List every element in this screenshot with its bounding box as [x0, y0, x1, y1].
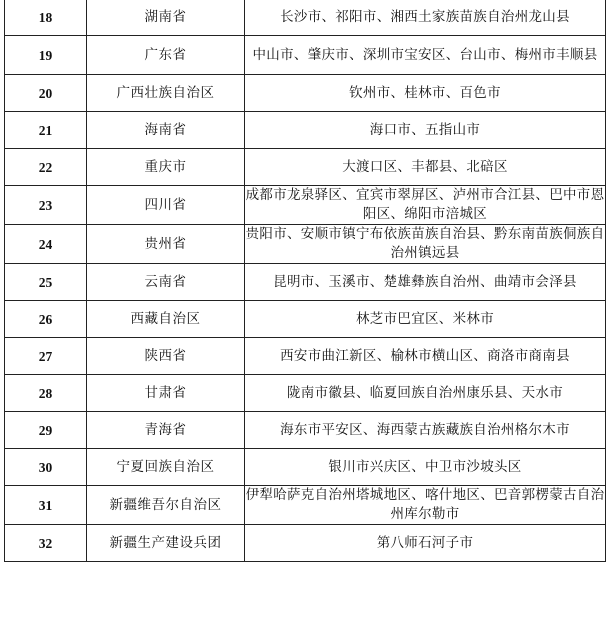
sites-cell: 中山市、肇庆市、深圳市宝安区、台山市、梅州市丰顺县	[245, 36, 606, 75]
province-cell: 甘肃省	[87, 375, 245, 412]
table-row	[5, 338, 606, 375]
table-row	[5, 412, 606, 449]
row-number: 31	[5, 486, 87, 525]
province-cell: 宁夏回族自治区	[87, 449, 245, 486]
province-cell: 陕西省	[87, 338, 245, 375]
province-cell: 海南省	[87, 112, 245, 149]
table-row	[5, 0, 606, 36]
row-number: 18	[5, 0, 87, 36]
row-number: 20	[5, 75, 87, 112]
regions-table	[4, 0, 606, 562]
sites-cell: 西安市曲江新区、榆林市横山区、商洛市商南县	[245, 338, 606, 375]
sites-cell: 长沙市、祁阳市、湘西土家族苗族自治州龙山县	[245, 0, 606, 36]
sites-cell: 伊犁哈萨克自治州塔城地区、喀什地区、巴音郭楞蒙古自治州库尔勒市	[245, 486, 606, 525]
province-cell: 贵州省	[87, 225, 245, 264]
sites-cell: 钦州市、桂林市、百色市	[245, 75, 606, 112]
row-number: 28	[5, 375, 87, 412]
sites-cell: 昆明市、玉溪市、楚雄彝族自治州、曲靖市会泽县	[245, 264, 606, 301]
province-cell: 云南省	[87, 264, 245, 301]
province-cell: 四川省	[87, 186, 245, 225]
row-number: 27	[5, 338, 87, 375]
sites-cell: 海口市、五指山市	[245, 112, 606, 149]
province-cell: 西藏自治区	[87, 301, 245, 338]
table-row	[5, 301, 606, 338]
row-number: 24	[5, 225, 87, 264]
row-number: 25	[5, 264, 87, 301]
table-row	[5, 225, 606, 264]
row-number: 23	[5, 186, 87, 225]
sites-cell: 成都市龙泉驿区、宜宾市翠屏区、泸州市合江县、巴中市恩阳区、绵阳市涪城区	[245, 186, 606, 225]
table-row	[5, 375, 606, 412]
sites-cell: 大渡口区、丰都县、北碚区	[245, 149, 606, 186]
province-cell: 重庆市	[87, 149, 245, 186]
row-number: 21	[5, 112, 87, 149]
regions-table-body	[5, 0, 606, 562]
sites-cell: 贵阳市、安顺市镇宁布依族苗族自治县、黔东南苗族侗族自治州镇远县	[245, 225, 606, 264]
row-number: 30	[5, 449, 87, 486]
row-number: 19	[5, 36, 87, 75]
row-number: 29	[5, 412, 87, 449]
sites-cell: 陇南市徽县、临夏回族自治州康乐县、天水市	[245, 375, 606, 412]
table-row	[5, 449, 606, 486]
sites-cell: 银川市兴庆区、中卫市沙坡头区	[245, 449, 606, 486]
table-row	[5, 75, 606, 112]
row-number: 26	[5, 301, 87, 338]
province-cell: 青海省	[87, 412, 245, 449]
province-cell: 新疆生产建设兵团	[87, 525, 245, 562]
province-cell: 新疆维吾尔自治区	[87, 486, 245, 525]
table-row	[5, 525, 606, 562]
sites-cell: 第八师石河子市	[245, 525, 606, 562]
table-row	[5, 112, 606, 149]
table-row	[5, 149, 606, 186]
province-cell: 广西壮族自治区	[87, 75, 245, 112]
row-number: 22	[5, 149, 87, 186]
table-row	[5, 486, 606, 525]
table-row	[5, 36, 606, 75]
sites-cell: 林芝市巴宜区、米林市	[245, 301, 606, 338]
province-cell: 广东省	[87, 36, 245, 75]
province-cell: 湖南省	[87, 0, 245, 36]
table-row	[5, 186, 606, 225]
table-row	[5, 264, 606, 301]
row-number: 32	[5, 525, 87, 562]
sites-cell: 海东市平安区、海西蒙古族藏族自治州格尔木市	[245, 412, 606, 449]
